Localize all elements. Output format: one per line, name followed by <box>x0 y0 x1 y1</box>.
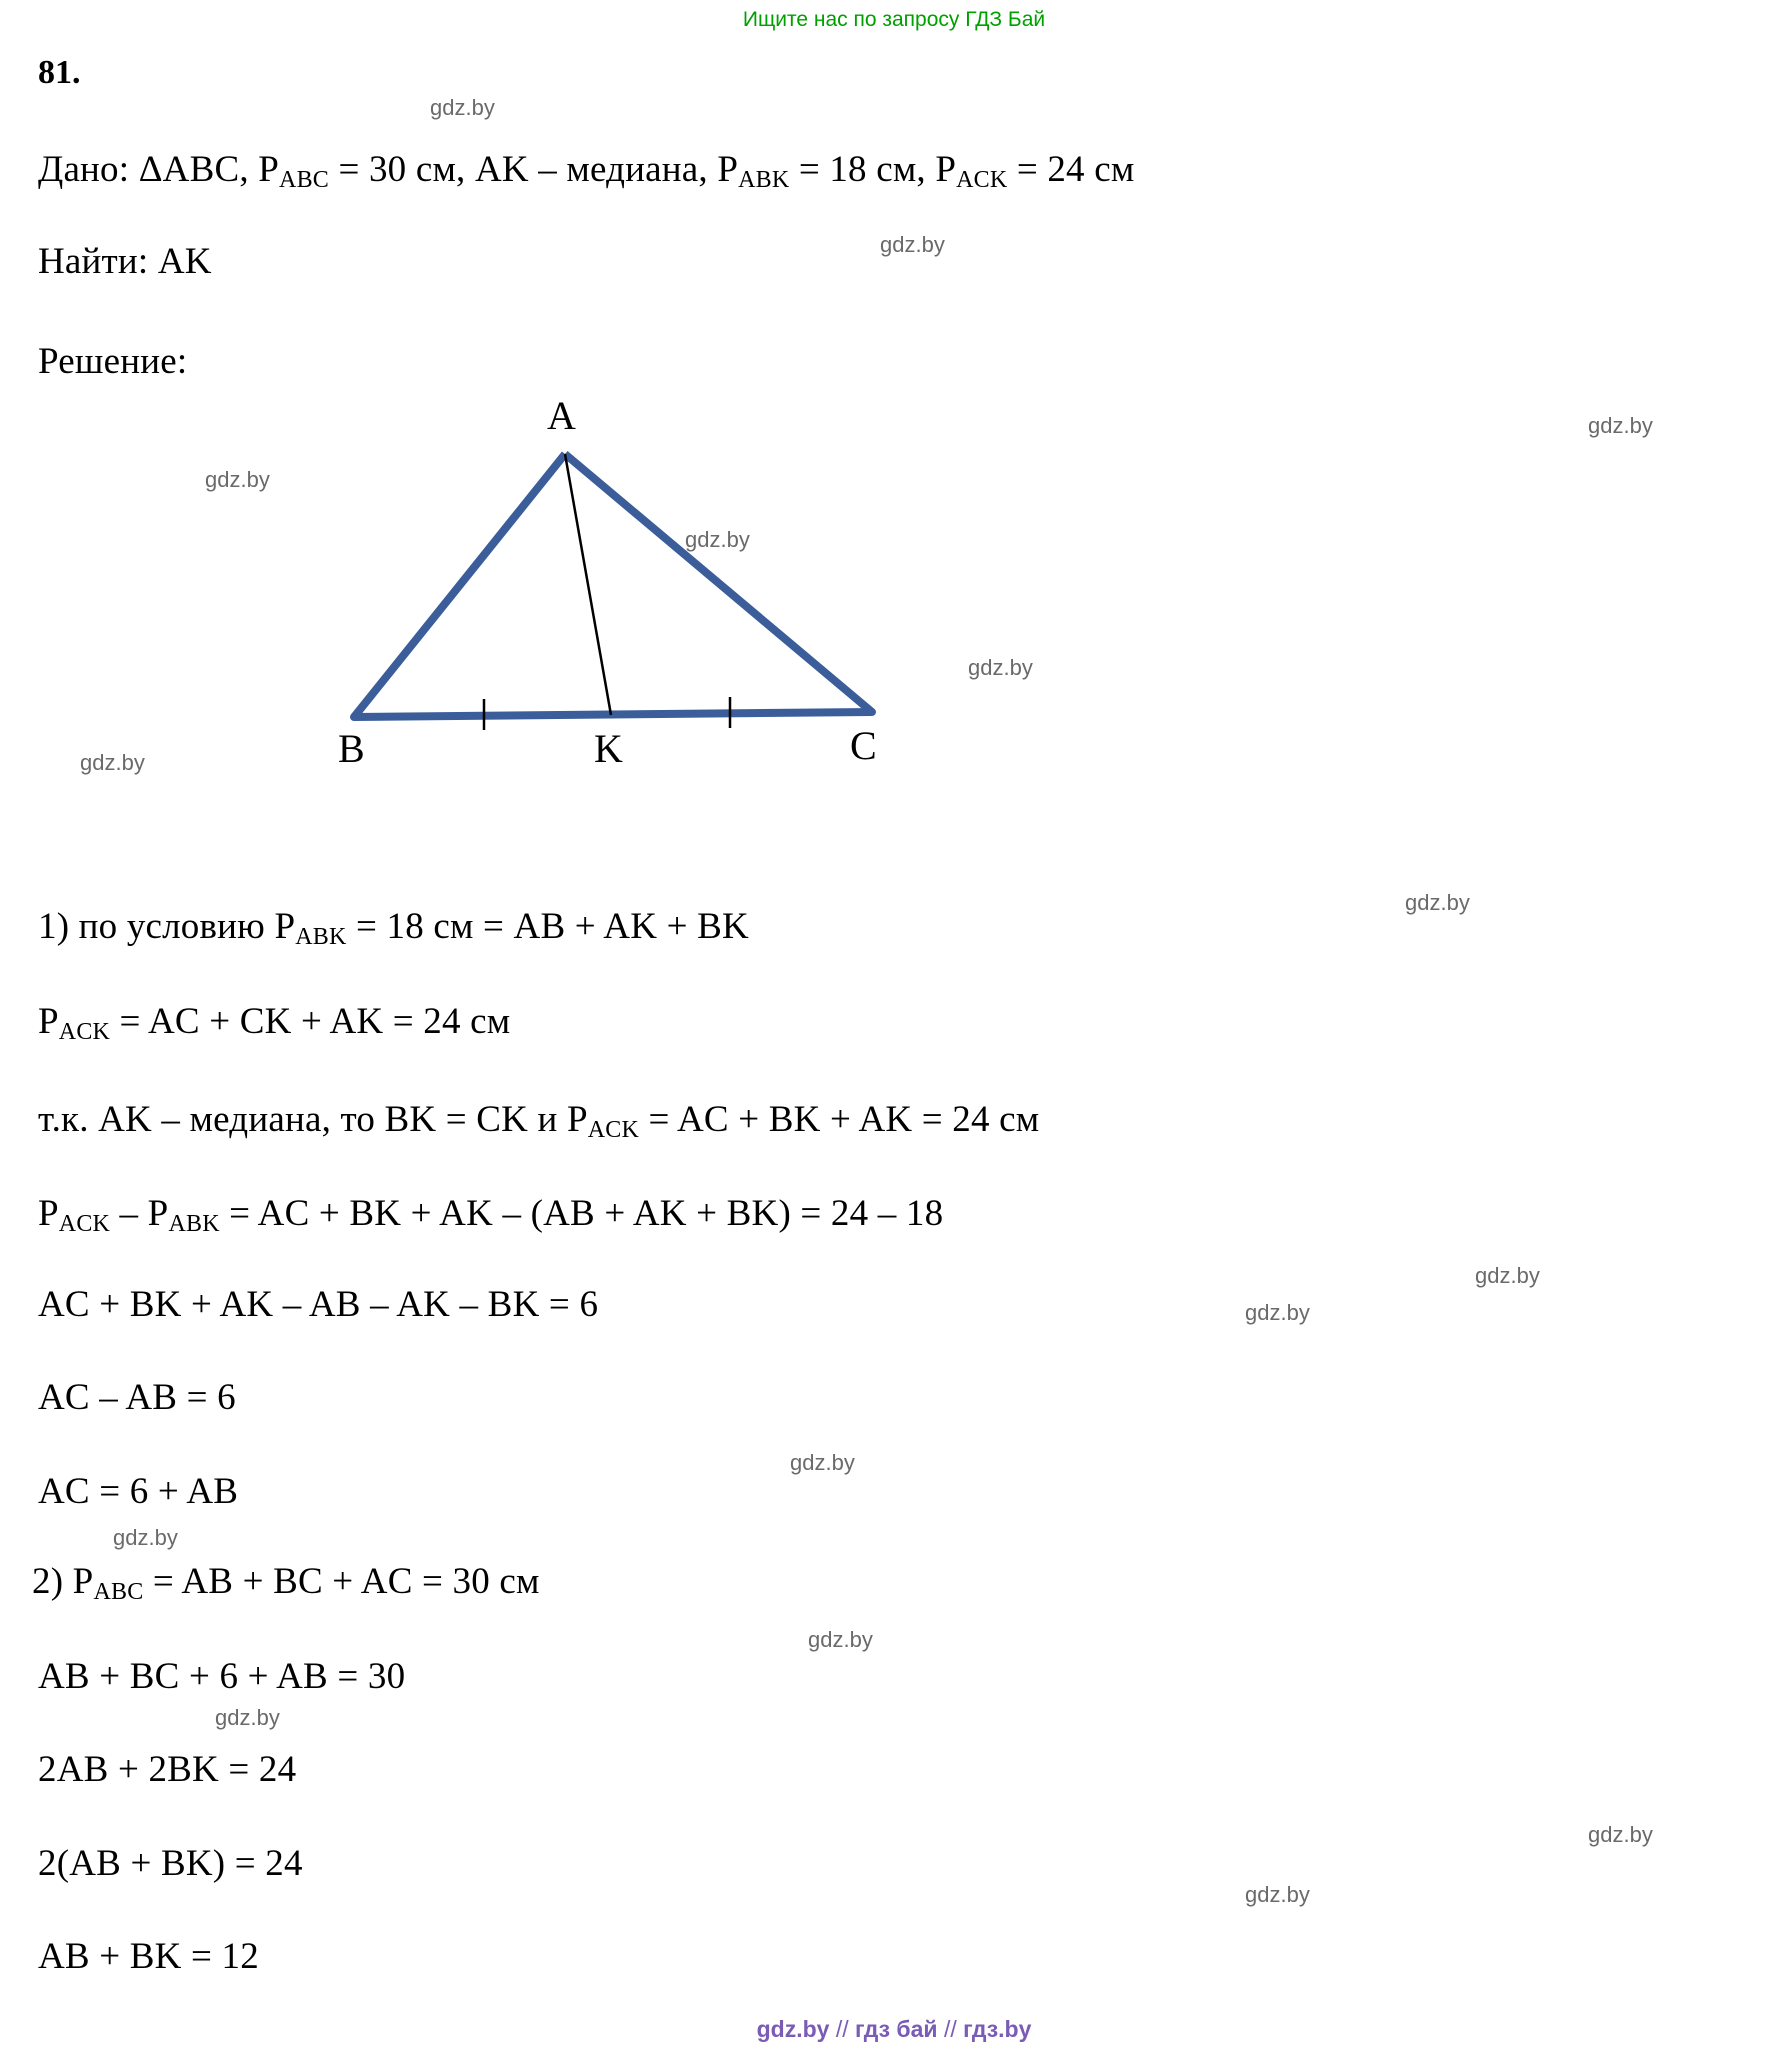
vertex-label-c: C <box>850 723 877 768</box>
task-number: 81. <box>38 54 81 91</box>
bottom-promo-sep-2: // <box>943 2016 957 2042</box>
given-text-1: Дано: ΔABC, P <box>38 149 280 190</box>
watermark-11: gdz.by <box>113 1525 178 1550</box>
solution-step-1 <box>38 905 749 951</box>
solution-step-11 <box>38 1842 303 1885</box>
vertex-label-b: B <box>338 726 365 771</box>
given-text-2: = 30 см, AK – медиана, P <box>329 149 739 190</box>
formula-text: P <box>38 1001 59 1042</box>
watermark-4: gdz.by <box>685 527 750 552</box>
watermark-2: gdz.by <box>1588 413 1653 438</box>
formula-text: – P <box>110 1193 169 1234</box>
watermark-3: gdz.by <box>205 467 270 492</box>
formula-text: = AC + CK + AK = 24 см <box>110 1001 511 1042</box>
bottom-promo-text-3: гдз.by <box>963 2016 1032 2042</box>
formula-text: 2) P <box>32 1561 94 1602</box>
watermark-9: gdz.by <box>1245 1300 1310 1325</box>
watermark-6: gdz.by <box>80 750 145 775</box>
formula-subscript: ABK <box>295 924 347 950</box>
watermark-15: gdz.by <box>1245 1882 1310 1907</box>
solution-step-9 <box>38 1655 405 1698</box>
solution-step-4 <box>38 1192 943 1238</box>
watermark-5: gdz.by <box>968 655 1033 680</box>
watermark-7: gdz.by <box>1405 890 1470 915</box>
triangle-svg <box>60 410 880 860</box>
watermark-10: gdz.by <box>790 1450 855 1475</box>
formula-subscript: ABC <box>93 1579 144 1605</box>
bottom-promo-bar <box>0 2016 1788 2043</box>
solution-step-5 <box>38 1283 598 1326</box>
watermark-14: gdz.by <box>1588 1822 1653 1847</box>
solution-step-3 <box>38 1098 1039 1144</box>
vertex-label-k: K <box>594 726 623 771</box>
formula-text: = AC + BK + AK – (AB + AK + BK) = 24 – 18 <box>219 1193 944 1234</box>
given-text-4: = 24 см <box>1007 149 1135 190</box>
bottom-promo-text-1: gdz.by <box>756 2016 830 2042</box>
solution-step-6 <box>38 1376 236 1419</box>
solution-step-10 <box>38 1748 296 1791</box>
formula-text: AC + BK + AK – AB – AK – BK = 6 <box>38 1284 599 1325</box>
triangle-figure <box>60 393 880 860</box>
watermark-1: gdz.by <box>880 232 945 257</box>
formula-text: = 18 см = AB + AK + BK <box>346 906 749 947</box>
given-sub-ack: ACK <box>956 167 1008 193</box>
formula-subscript: ACK <box>58 1019 111 1045</box>
watermark-8: gdz.by <box>1475 1263 1540 1288</box>
formula-text: 1) по условию P <box>38 906 296 947</box>
solution-step-7 <box>38 1470 238 1513</box>
formula-text: т.к. AK – медиана, то BK = CK и P <box>38 1099 588 1140</box>
median-ak-line <box>565 454 611 715</box>
top-promo-text: Ищите нас по запросу ГДЗ Бай <box>742 8 1046 31</box>
formula-text: = AC + BK + AK = 24 см <box>639 1099 1040 1140</box>
solution-step-2 <box>38 1000 510 1046</box>
formula-text: AB + BK = 12 <box>38 1936 259 1977</box>
formula-text: 2(AB + BK) = 24 <box>38 1843 303 1884</box>
solution-label: Решение: <box>38 341 188 382</box>
given-sub-abc: ABC <box>279 167 329 193</box>
watermark-0: gdz.by <box>430 95 495 120</box>
bottom-promo-text-2: гдз бай <box>855 2016 938 2042</box>
triangle-outline <box>354 454 872 717</box>
find-line: Найти: AK <box>38 241 212 282</box>
vertex-label-a: A <box>547 393 576 438</box>
formula-text: AC – AB = 6 <box>38 1377 236 1418</box>
formula-text: AB + BC + 6 + AB = 30 <box>38 1656 406 1697</box>
formula-subscript: ACK <box>587 1117 640 1143</box>
formula-text: = AB + BC + AC = 30 см <box>143 1561 540 1602</box>
top-promo-banner <box>0 0 1788 32</box>
formula-subscript: ACK <box>58 1211 111 1237</box>
formula-text: 2AB + 2BK = 24 <box>38 1749 297 1790</box>
solution-step-8 <box>32 1560 540 1606</box>
bottom-promo-sep-1: // <box>835 2016 849 2042</box>
formula-text: P <box>38 1193 59 1234</box>
formula-text: AC = 6 + AB <box>38 1471 239 1512</box>
given-sub-abk: ABK <box>738 167 790 193</box>
given-line <box>38 148 1134 194</box>
watermark-12: gdz.by <box>808 1627 873 1652</box>
given-text-3: = 18 см, P <box>789 149 957 190</box>
solution-step-12 <box>38 1935 259 1978</box>
formula-subscript: ABK <box>168 1211 220 1237</box>
watermark-13: gdz.by <box>215 1705 280 1730</box>
